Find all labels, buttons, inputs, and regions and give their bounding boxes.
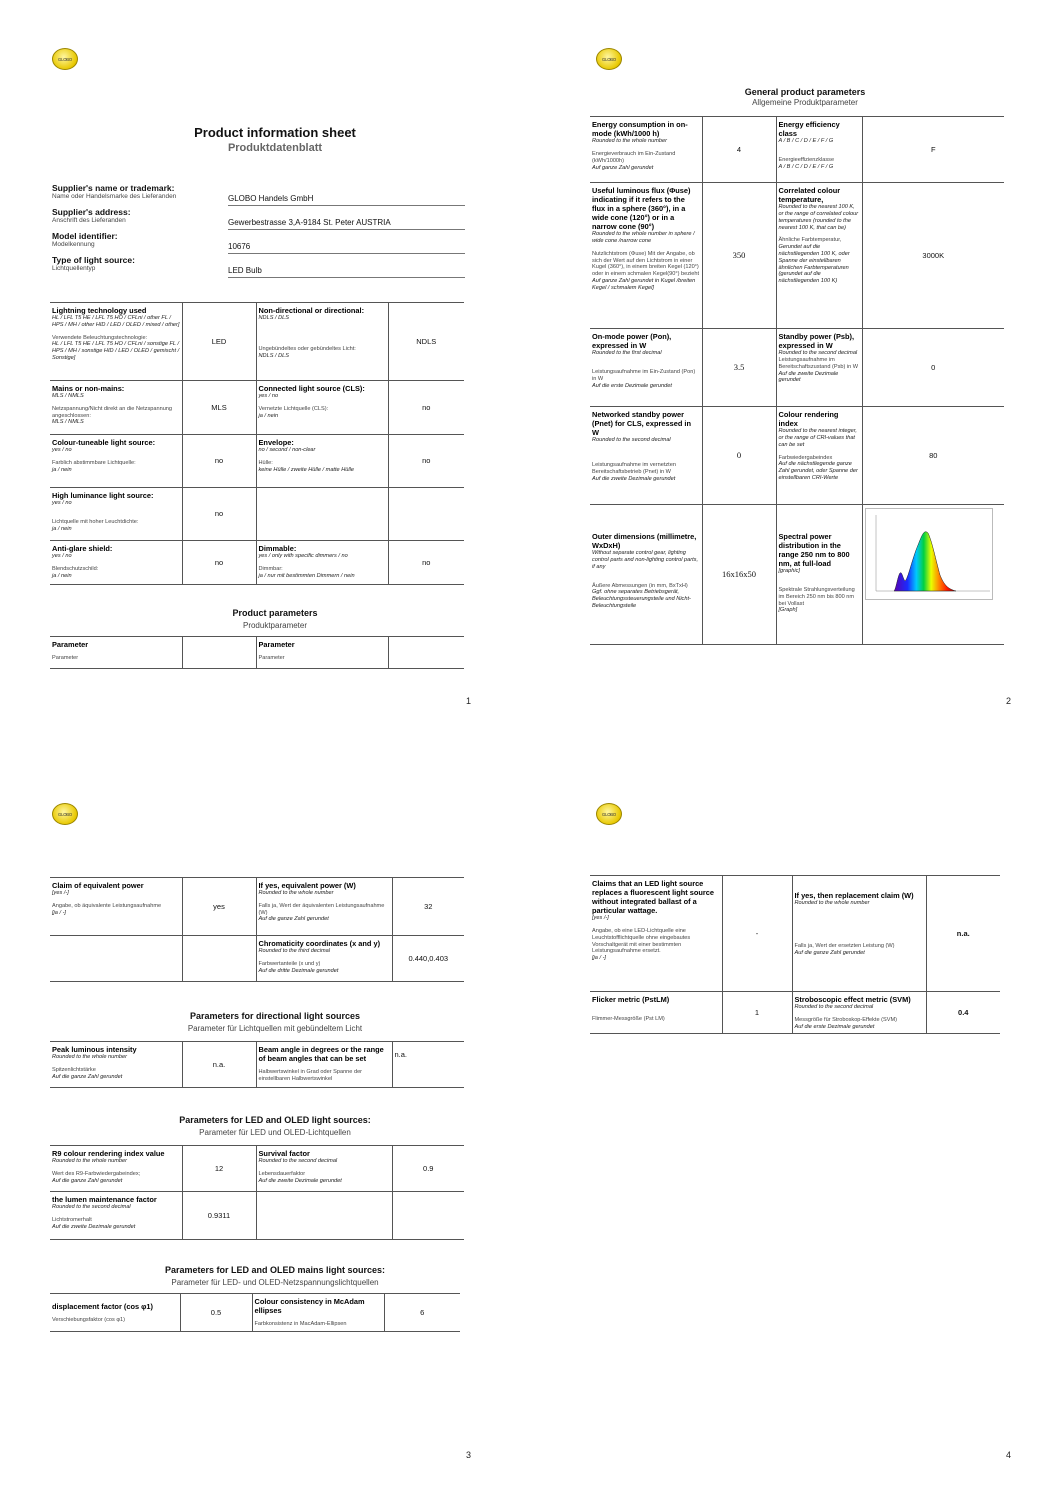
led-title: Parameters for LED and OLED light sources: [179, 1115, 371, 1125]
table-row: Colour-tuneable light source: yes / no Farblich abstimmbare Lichtquelle: ja / nein no Envelope: no / second / non-clear Hülle: keine Hülle / zweite Hülle / matte Hülle no [50, 435, 464, 488]
table-row: Useful luminous flux (Φuse) indicating if it refers to the flux in a sphere (360°), in a wide cone (120°) or in a narrow cone (90°) Rounded to the whole number in sphere / wide cone /narrow cone Nutzlichtstrom (Φuse) Mit der Angabe, ob sich der Wert auf den Lichtstrom in einer Kugel (360°), in einem breiten Kegel (120°) oder in einem schmalen Kegel(90°) bezieht Auf ganze Zahl gerundet in Kugel /breiten Kegel / schmalem Kegel] 350 Correlated colour temperature, Rounded to the nearest 100 K, or the range of correlated colour temperatures (rounded to the nearest 100 K, that can be) Ähnliche Farbtemperatur, Gerundet auf die nächstliegenden 100 K, oder Spanne der einstellbaren ähnlichen Farbtemperaturen (gerundet auf die nächstliegenden 100 K) 3000K [590, 183, 1004, 329]
table-row: Chromaticity coordinates (x and y) Rounded to the third decimal Farbwertanteile (x und y) Auf die dritte Dezimale gerundet 0.440,0.403 [50, 936, 464, 982]
technology-table [50, 302, 464, 585]
globo-logo: GLOBO [52, 48, 78, 70]
spectral-graph-image [865, 508, 993, 600]
page-number: 3 [466, 1450, 472, 1460]
supplier-address-row: Supplier's address: Anschrift des Lieferanden Gewerbestrasse 3,A-9184 St. Peter AUSTRIA [52, 208, 465, 232]
directional-subtitle: Parameter für Lichtquellen mit gebündeltem Licht [187, 1024, 363, 1033]
mains-title: Parameters for LED and OLED mains light sources: [164, 1265, 386, 1275]
table-row: Networked standby power (Pnet) for CLS, expressed in W Rounded to the second decimal Leistungsaufnahme im vernetzten Bereitschaftsbetrieb (Pnet) in W Auf die zweite Dezimale gerundet 0 Colour rendering index Rounded to the nearest integer, or the range of CRI-values that can be set Farbwiedergabeindex Auf die nächstliegende ganze Zahl gerundet, oder Spanne der einstellbaren CRI-Werte 80 [590, 407, 1004, 505]
product-parameters-title: Product parameters [232, 608, 318, 618]
light-source-type-row: Type of light source: Lichtquellentyp LED Bulb [52, 256, 465, 280]
page-title: Product information sheet [194, 125, 356, 140]
page-3 [30, 795, 520, 1500]
page-number: 2 [1006, 696, 1012, 706]
table-row: On-mode power (Pon), expressed in W Rounded to the first decimal Leistungsaufnahme im Ein-Zustand (Pon) in W Auf die erste Dezimale gerundet 3.5 Standby power (Psb), expressed in W Rounded to the second decimal Leistungsaufnahme im Bereitschaftszustand (Psb) in W Auf die zweite Dezimale gerundet 0 [590, 329, 1004, 407]
product-parameters-table [50, 636, 464, 669]
globo-logo: GLOBO [596, 48, 622, 70]
led-table [50, 1145, 464, 1240]
replacement-claims-table [590, 875, 1000, 1034]
supplier-row: Supplier's name or trademark: Name oder Handelsmarke des Lieferanden GLOBO Handels GmbH [52, 184, 465, 208]
table-row: R9 colour rendering index value Rounded to the whole number Wert des R9-Farbwiedergabeindex; Auf die ganze Zahl gerundet 12 Survival factor Rounded to the second decimal Lebensdauerfaktor Auf die zweite Dezimale gerundet 0.9 [50, 1146, 464, 1192]
table-row: Claim of equivalent power [yes /-] Angabe, ob äquivalente Leistungsaufnahme [ja / -] yes If yes, equivalent power (W) Rounded to the whole number Falls ja, Wert der äquivalenten Leistungsaufnahme (W) Auf die ganze Zahl gerundet 32 [50, 878, 464, 936]
equivalent-power-table [50, 877, 464, 982]
page-4 [560, 795, 1050, 1500]
table-row: Lightning technology used HL / LFL T5 HE / LFL T5 HO / CFLni / other FL / HPS / MH / other HID / LED / OLED / mixed / other] Verwendete Beleuchtungstechnologie: HL / LFL T5 HE / LFL T5 HO / CFLni / sonstige FL / HPS / MH / sonstige HID / LED / OLED / gemischt / Sonstige] LED Non-directional or directional: NDLS / DLS Ungebündeltes oder gebündeltes Licht: NDLS / DLS NDLS [50, 303, 464, 381]
table-row: displacement factor (cos φ1) Verschiebungsfaktor (cos φ1) 0.5 Colour consistency in McAdam ellipses Farbkonsistenz in MacAdam-Ellipsen 6 [50, 1294, 460, 1332]
table-row: Flicker metric (PstLM) Flimmer-Messgröße (Pst LM) 1 Stroboscopic effect metric (SVM) Rounded to the second decimal Messgröße für Stroboskop-Effekte (SVM) Auf die erste Dezimale gerundet 0.4 [590, 992, 1000, 1034]
table-row: Mains or non-mains: MLS / NMLS Netzspannung/Nicht direkt an die Netzspannung angeschlossen: MLS / NMLS MLS Connected light source (CLS): yes / no Vernetzte Lichtquelle (CLS): ja / nein no [50, 381, 464, 435]
spectrum-curve [866, 509, 992, 599]
page-subtitle: Produktdatenblatt [227, 142, 323, 154]
globo-logo: GLOBO [52, 803, 78, 825]
mains-table [50, 1293, 460, 1332]
page-subtitle: Allgemeine Produktparameter [752, 98, 858, 107]
general-parameters-table [590, 116, 1004, 645]
page-title: General product parameters [744, 87, 866, 97]
table-row: Parameter Parameter Parameter Parameter [50, 637, 464, 669]
led-subtitle: Parameter für LED und OLED-Lichtquellen [199, 1128, 351, 1137]
table-row: Anti-glare shield: yes / no Blendschutzschild: ja / nein no Dimmable: yes / only with specific dimmers / no Dimmbar: ja / nur mit bestimmten Dimmern / nein no [50, 541, 464, 585]
table-row: Outer dimensions (millimetre, WxDxH) Without separate control gear, lighting control parts and non-lighting control parts, if any Äußere Abmessungen (in mm, BxTxH) Ggf. ohne separates Betriebsgerät, Beleuchtungssteuerungsteile und Nicht-Beleuchtungsteile 16x16x50 Spectral power distribution in the range 250 nm to 800 nm, at full-load [graphic] Spektrale Strahlungsverteilung im Bereich 250 nm bis 800 nm bei Vollast [Graph] [590, 505, 1004, 645]
mains-subtitle: Parameter für LED- und OLED-Netzspannungslichtquellen [171, 1278, 379, 1287]
directional-title: Parameters for directional light sources [189, 1011, 361, 1021]
page-number: 1 [466, 696, 472, 706]
table-row: Claims that an LED light source replaces a fluorescent light source without integrated ballast of a particular wattage. [yes /-] Angabe, ob eine LED-Lichtquelle eine Leuchtstofflichtquelle ohne eingebautes Vorschaltgerät mit einer bestimmten Leistungsaufnahme ersetzt. [ja / -] - If yes, then replacement claim (W) Rounded to the whole number Falls ja, Wert der ersetzten Leistung (W) Auf die ganze Zahl gerundet n.a. [590, 876, 1000, 992]
table-row: Energy consumption in on-mode (kWh/1000 h) Rounded to the whole number Energieverbrauch im Ein-Zustand (kWh/1000h) Auf ganze Zahl gerundet 4 Energy efficiency class A / B / C / D / E / F / G Energieeffizienzklasse A / B / C / D / E / F / G F [590, 117, 1004, 183]
page-1 [30, 40, 520, 750]
model-identifier-row: Model identifier: Modelkennung 10676 [52, 232, 465, 256]
product-parameters-subtitle: Produktparameter [242, 621, 308, 630]
table-row: the lumen maintenance factor Rounded to the second decimal Lichtstromerhalt Auf die zweite Dezimale gerundet 0.9311 [50, 1192, 464, 1240]
directional-table [50, 1041, 464, 1088]
table-row: Peak luminous intensity Rounded to the whole number Spitzenlichtstärke Auf die ganze Zahl gerundet n.a. Beam angle in degrees or the range of beam angles that can be set Halbwertswinkel in Grad oder Spanne der einstellbaren Halbwertswinkel n.a. [50, 1042, 464, 1088]
globo-logo: GLOBO [596, 803, 622, 825]
page-number: 4 [1006, 1450, 1012, 1460]
table-row: High luminance light source: yes / no Lichtquelle mit hoher Leuchtdichte: ja / nein no [50, 488, 464, 541]
page-2 [560, 40, 1050, 750]
